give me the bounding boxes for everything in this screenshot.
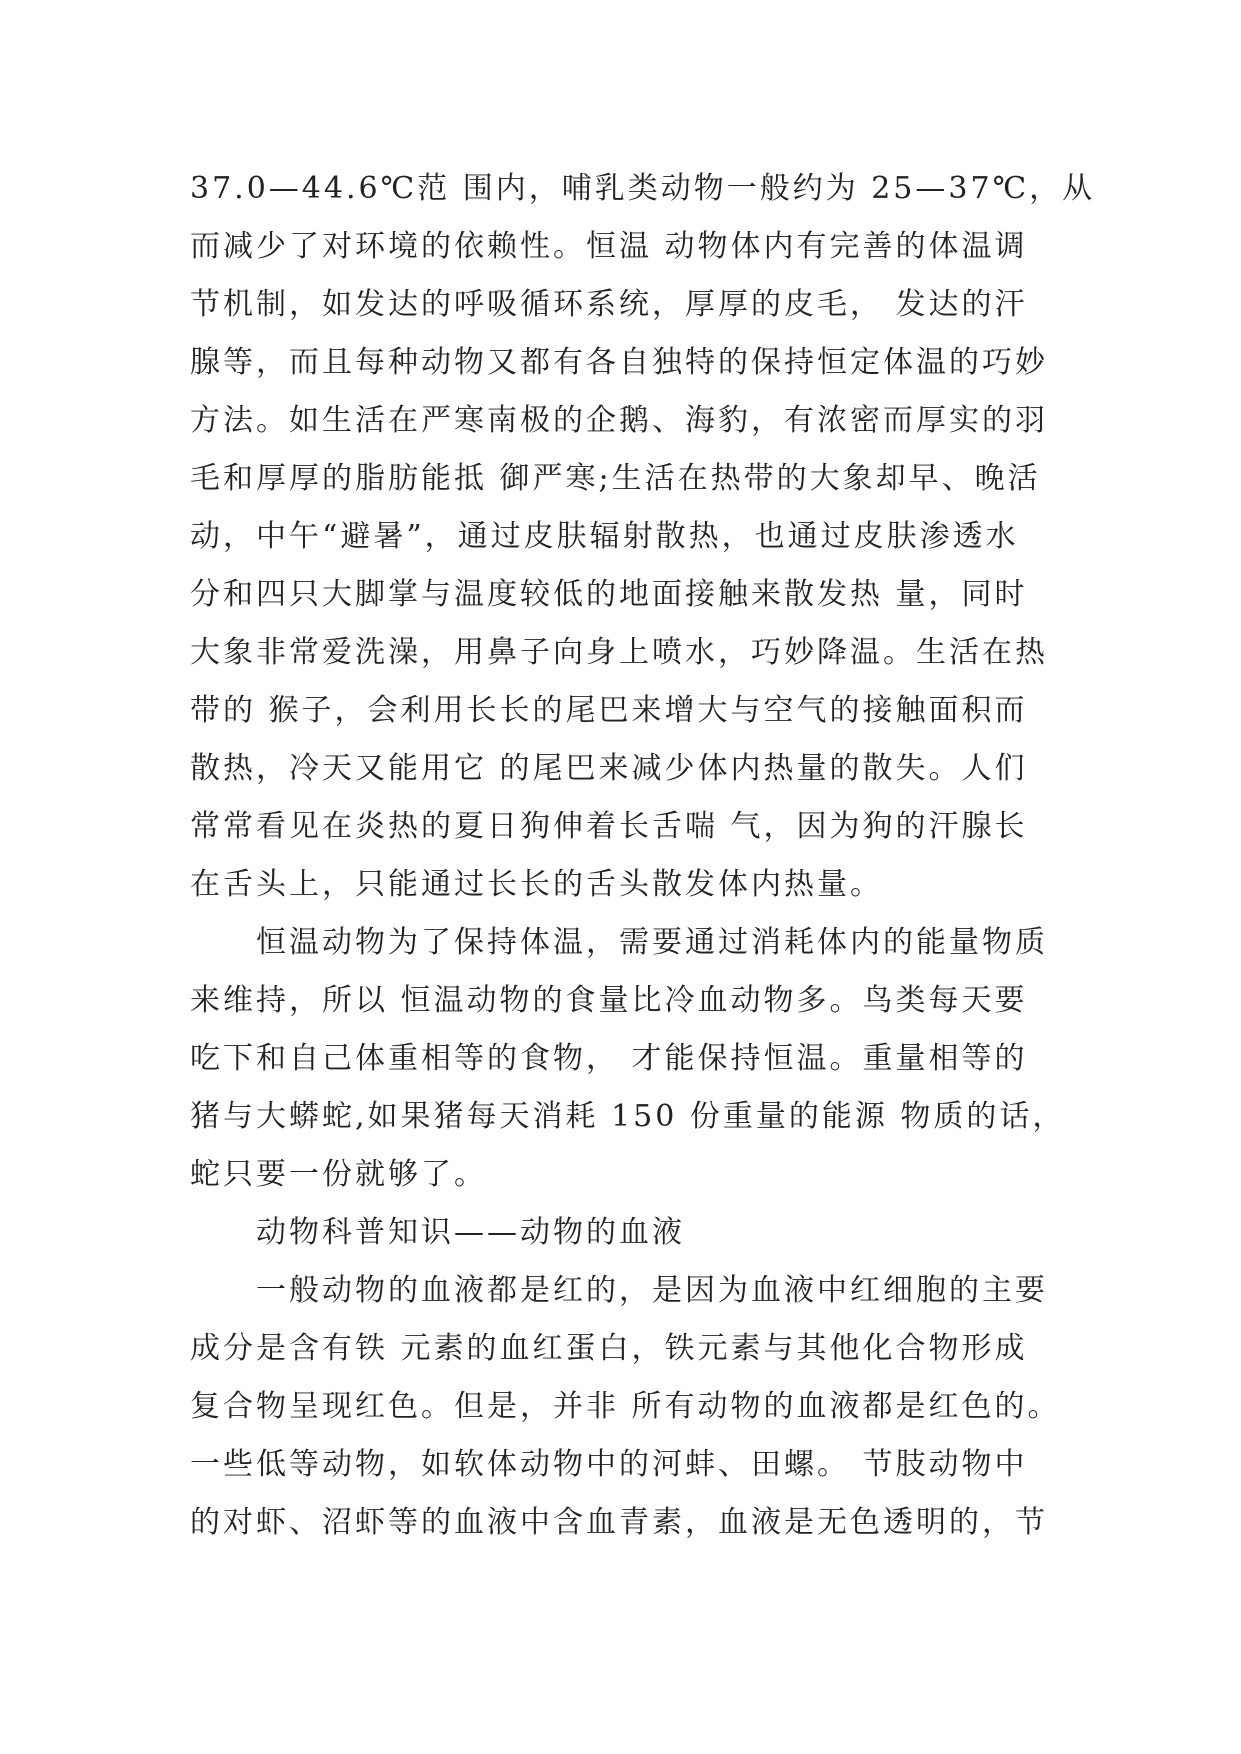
text-line: 腺等，而且每种动物又都有各自独特的保持恒定体温的巧妙 [190,345,1048,380]
text-line: 散热，冷天又能用它 的尾巴来减少体内热量的散失。人们 [190,751,1028,786]
text-line: 来维持，所以 恒温动物的食量比冷血动物多。鸟类每天要 [190,983,1028,1018]
text-line: 动，中午“避暑”，通过皮肤辐射散热，也通过皮肤渗透水 [190,519,1019,554]
text-line: 复合物呈现红色。但是，并非 所有动物的血液都是红色的。 [190,1389,1061,1424]
text-line: 猪与大蟒蛇,如果猪每天消耗 150 份重量的能源 物质的话， [190,1099,1066,1134]
text-line: 一些低等动物，如软体动物中的河蚌、田螺。 节肢动物中 [190,1447,1028,1482]
text-line: 节机制，如发达的呼吸循环系统，厚厚的皮毛， 发达的汗 [190,287,1028,322]
text-line: 的对虾、沼虾等的血液中含血青素，血液是无色透明的，节 [190,1505,1048,1540]
text-line: 方法。如生活在严寒南极的企鹅、海豹，有浓密而厚实的羽 [190,403,1048,438]
text-line: 蛇只要一份就够了。 [190,1157,487,1192]
body-text [190,160,1096,1552]
text-line: 毛和厚厚的脂肪能抵 御严寒;生活在热带的大象却早、晚活 [190,461,1041,496]
text-line: 带的 猴子，会利用长长的尾巴来增大与空气的接触面积而 [190,693,1028,728]
paragraph-start-line: 一般动物的血液都是红的，是因为血液中红细胞的主要 [256,1273,1048,1308]
text-line: 37.0—44.6℃范 围内，哺乳类动物一般约为 25—37℃，从 [190,171,1096,206]
text-line: 大象非常爱洗澡，用鼻子向身上喷水，巧妙降温。生活在热 [190,635,1048,670]
text-line: 成分是含有铁 元素的血红蛋白，铁元素与其他化合物形成 [190,1331,1028,1366]
section-heading: 动物科普知识——动物的血液 [256,1215,685,1250]
text-line: 吃下和自己体重相等的食物， 才能保持恒温。重量相等的 [190,1041,1028,1076]
text-line: 而减少了对环境的依赖性。恒温 动物体内有完善的体温调 [190,229,1028,264]
text-line: 分和四只大脚掌与温度较低的地面接触来散发热 量，同时 [190,577,1028,612]
text-line: 常常看见在炎热的夏日狗伸着长舌喘 气，因为狗的汗腺长 [190,809,1028,844]
text-line: 在舌头上，只能通过长长的舌头散发体内热量。 [190,867,883,902]
paragraph-start-line: 恒温动物为了保持体温，需要通过消耗体内的能量物质 [256,925,1048,960]
